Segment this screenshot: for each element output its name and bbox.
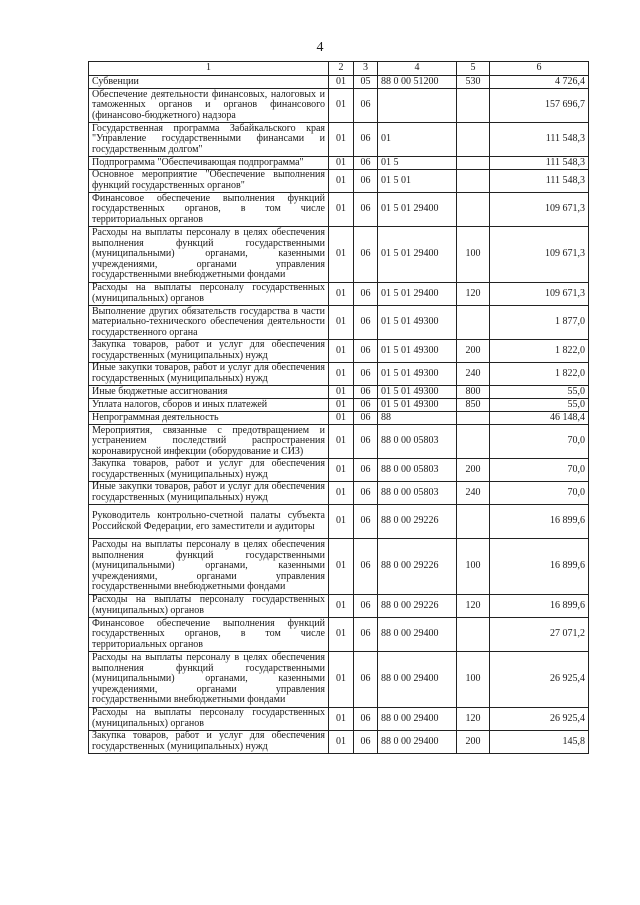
budget-table (88, 61, 589, 754)
row-name: Закупка товаров, работ и услуг для обеспечения государственных (муниципальных) нужд (89, 459, 329, 482)
target-article-code: 88 0 00 51200 (378, 76, 457, 89)
subsection-code: 06 (354, 193, 378, 227)
column-header: 2 (329, 62, 354, 76)
subsection-code: 06 (354, 482, 378, 505)
row-name: Выполнение других обязательств государства в части материально-технического обеспечения деятельности государственного органа (89, 306, 329, 340)
table-row (89, 459, 589, 482)
row-name: Расходы на выплаты персоналу в целях обеспечения выполнения функций государственными (муниципальными) органами, казенными учреждениями, органами управления государственными внебюджетными фондами (89, 539, 329, 595)
row-name: Основное мероприятие "Обеспечение выполнения функций государственных органов" (89, 170, 329, 193)
row-name: Подпрограмма "Обеспечивающая подпрограмма" (89, 157, 329, 170)
table-row (89, 170, 589, 193)
section-code: 01 (329, 157, 354, 170)
target-article-code: 88 0 00 05803 (378, 459, 457, 482)
section-code: 01 (329, 412, 354, 425)
section-code: 01 (329, 618, 354, 652)
subsection-code: 06 (354, 505, 378, 539)
expense-type-code (457, 123, 490, 157)
row-name: Расходы на выплаты персоналу в целях обеспечения выполнения функций государственными (муниципальными) органами, казенными учреждениями, органами управления государственными внебюджетными фондами (89, 227, 329, 283)
subsection-code: 06 (354, 412, 378, 425)
section-code: 01 (329, 652, 354, 708)
row-name: Закупка товаров, работ и услуг для обеспечения государственных (муниципальных) нужд (89, 340, 329, 363)
amount: 16 899,6 (490, 595, 589, 618)
table-row (89, 193, 589, 227)
section-code: 01 (329, 539, 354, 595)
table-row (89, 595, 589, 618)
row-name: Иные закупки товаров, работ и услуг для обеспечения государственных (муниципальных) нужд (89, 482, 329, 505)
target-article-code: 01 5 01 (378, 170, 457, 193)
table-row (89, 283, 589, 306)
column-header: 5 (457, 62, 490, 76)
amount: 1 877,0 (490, 306, 589, 340)
amount: 26 925,4 (490, 652, 589, 708)
expense-type-code: 240 (457, 482, 490, 505)
table-row (89, 539, 589, 595)
subsection-code: 05 (354, 76, 378, 89)
amount: 70,0 (490, 459, 589, 482)
subsection-code: 06 (354, 123, 378, 157)
table-row (89, 708, 589, 731)
row-name: Финансовое обеспечение выполнения функций государственных органов, в том числе территориальных органов (89, 193, 329, 227)
section-code: 01 (329, 708, 354, 731)
column-header: 1 (89, 62, 329, 76)
target-article-code: 88 0 00 29226 (378, 539, 457, 595)
section-code: 01 (329, 89, 354, 123)
expense-type-code: 800 (457, 386, 490, 399)
table-row (89, 157, 589, 170)
subsection-code: 06 (354, 363, 378, 386)
expense-type-code: 530 (457, 76, 490, 89)
expense-type-code: 200 (457, 459, 490, 482)
row-name: Непрограммная деятельность (89, 412, 329, 425)
amount: 1 822,0 (490, 340, 589, 363)
subsection-code: 06 (354, 306, 378, 340)
section-code: 01 (329, 363, 354, 386)
table-row (89, 89, 589, 123)
expense-type-code (457, 505, 490, 539)
subsection-code: 06 (354, 170, 378, 193)
subsection-code: 06 (354, 708, 378, 731)
expense-type-code: 850 (457, 399, 490, 412)
table-row (89, 76, 589, 89)
subsection-code: 06 (354, 89, 378, 123)
section-code: 01 (329, 459, 354, 482)
expense-type-code: 200 (457, 340, 490, 363)
section-code: 01 (329, 227, 354, 283)
expense-type-code (457, 618, 490, 652)
amount: 109 671,3 (490, 227, 589, 283)
table-row (89, 306, 589, 340)
section-code: 01 (329, 505, 354, 539)
target-article-code: 88 (378, 412, 457, 425)
amount: 1 822,0 (490, 363, 589, 386)
row-name: Субвенции (89, 76, 329, 89)
target-article-code: 88 0 00 29400 (378, 618, 457, 652)
column-header: 3 (354, 62, 378, 76)
section-code: 01 (329, 76, 354, 89)
target-article-code: 01 5 01 29400 (378, 227, 457, 283)
target-article-code: 88 0 00 05803 (378, 482, 457, 505)
subsection-code: 06 (354, 595, 378, 618)
subsection-code: 06 (354, 425, 378, 459)
expense-type-code (457, 89, 490, 123)
expense-type-code (457, 412, 490, 425)
amount: 70,0 (490, 482, 589, 505)
header-row (89, 62, 589, 76)
row-name: Финансовое обеспечение выполнения функций государственных органов, в том числе территориальных органов (89, 618, 329, 652)
expense-type-code: 120 (457, 595, 490, 618)
amount: 55,0 (490, 386, 589, 399)
section-code: 01 (329, 123, 354, 157)
subsection-code: 06 (354, 618, 378, 652)
expense-type-code (457, 425, 490, 459)
column-header: 6 (490, 62, 589, 76)
expense-type-code: 200 (457, 731, 490, 754)
target-article-code: 01 5 01 29400 (378, 193, 457, 227)
section-code: 01 (329, 193, 354, 227)
section-code: 01 (329, 731, 354, 754)
row-name: Руководитель контрольно-счетной палаты субъекта Российской Федерации, его заместители и аудиторы (89, 505, 329, 539)
table-row (89, 363, 589, 386)
section-code: 01 (329, 482, 354, 505)
expense-type-code: 240 (457, 363, 490, 386)
table-row (89, 731, 589, 754)
expense-type-code (457, 306, 490, 340)
amount: 55,0 (490, 399, 589, 412)
amount: 111 548,3 (490, 123, 589, 157)
column-header: 4 (378, 62, 457, 76)
amount: 111 548,3 (490, 157, 589, 170)
amount: 145,8 (490, 731, 589, 754)
target-article-code: 88 0 00 29226 (378, 505, 457, 539)
expense-type-code (457, 157, 490, 170)
expense-type-code (457, 170, 490, 193)
amount: 109 671,3 (490, 283, 589, 306)
table-row (89, 412, 589, 425)
amount: 4 726,4 (490, 76, 589, 89)
expense-type-code: 100 (457, 539, 490, 595)
expense-type-code: 120 (457, 283, 490, 306)
row-name: Иные закупки товаров, работ и услуг для обеспечения государственных (муниципальных) нужд (89, 363, 329, 386)
target-article-code: 88 0 00 29400 (378, 731, 457, 754)
target-article-code: 88 0 00 29400 (378, 708, 457, 731)
subsection-code: 06 (354, 340, 378, 363)
amount: 157 696,7 (490, 89, 589, 123)
row-name: Обеспечение деятельности финансовых, налоговых и таможенных органов и органов финансового (финансово-бюджетного) надзора (89, 89, 329, 123)
row-name: Расходы на выплаты персоналу государственных (муниципальных) органов (89, 595, 329, 618)
amount: 111 548,3 (490, 170, 589, 193)
target-article-code: 01 5 01 29400 (378, 283, 457, 306)
table-row (89, 505, 589, 539)
table-row (89, 227, 589, 283)
row-name: Расходы на выплаты персоналу в целях обеспечения выполнения функций государственными (муниципальными) органами, казенными учреждениями, органами управления государственными внебюджетными фондами (89, 652, 329, 708)
amount: 26 925,4 (490, 708, 589, 731)
subsection-code: 06 (354, 459, 378, 482)
table-row (89, 618, 589, 652)
row-name: Закупка товаров, работ и услуг для обеспечения государственных (муниципальных) нужд (89, 731, 329, 754)
subsection-code: 06 (354, 399, 378, 412)
table-row (89, 123, 589, 157)
section-code: 01 (329, 170, 354, 193)
target-article-code: 01 5 01 49300 (378, 399, 457, 412)
table-row (89, 386, 589, 399)
subsection-code: 06 (354, 539, 378, 595)
row-name: Расходы на выплаты персоналу государственных (муниципальных) органов (89, 283, 329, 306)
expense-type-code (457, 193, 490, 227)
expense-type-code: 120 (457, 708, 490, 731)
row-name: Государственная программа Забайкальского края "Управление государственными финансами и государственным долгом" (89, 123, 329, 157)
target-article-code: 88 0 00 05803 (378, 425, 457, 459)
amount: 16 899,6 (490, 539, 589, 595)
subsection-code: 06 (354, 386, 378, 399)
table-row (89, 340, 589, 363)
target-article-code (378, 89, 457, 123)
page-number: 4 (316, 40, 324, 55)
expense-type-code: 100 (457, 652, 490, 708)
section-code: 01 (329, 595, 354, 618)
section-code: 01 (329, 283, 354, 306)
section-code: 01 (329, 399, 354, 412)
expense-type-code: 100 (457, 227, 490, 283)
target-article-code: 01 5 (378, 157, 457, 170)
row-name: Мероприятия, связанные с предотвращением и устранением последствий распространения коронавирусной инфекции (оборудование и СИЗ) (89, 425, 329, 459)
amount: 70,0 (490, 425, 589, 459)
table-row (89, 482, 589, 505)
subsection-code: 06 (354, 731, 378, 754)
amount: 27 071,2 (490, 618, 589, 652)
amount: 109 671,3 (490, 193, 589, 227)
subsection-code: 06 (354, 157, 378, 170)
target-article-code: 01 5 01 49300 (378, 306, 457, 340)
subsection-code: 06 (354, 283, 378, 306)
section-code: 01 (329, 425, 354, 459)
table-row (89, 652, 589, 708)
row-name: Расходы на выплаты персоналу государственных (муниципальных) органов (89, 708, 329, 731)
row-name: Уплата налогов, сборов и иных платежей (89, 399, 329, 412)
target-article-code: 88 0 00 29400 (378, 652, 457, 708)
target-article-code: 01 (378, 123, 457, 157)
subsection-code: 06 (354, 227, 378, 283)
section-code: 01 (329, 306, 354, 340)
amount: 16 899,6 (490, 505, 589, 539)
table-row (89, 425, 589, 459)
section-code: 01 (329, 386, 354, 399)
section-code: 01 (329, 340, 354, 363)
target-article-code: 01 5 01 49300 (378, 363, 457, 386)
table-row (89, 399, 589, 412)
row-name: Иные бюджетные ассигнования (89, 386, 329, 399)
target-article-code: 01 5 01 49300 (378, 386, 457, 399)
amount: 46 148,4 (490, 412, 589, 425)
target-article-code: 88 0 00 29226 (378, 595, 457, 618)
target-article-code: 01 5 01 49300 (378, 340, 457, 363)
subsection-code: 06 (354, 652, 378, 708)
